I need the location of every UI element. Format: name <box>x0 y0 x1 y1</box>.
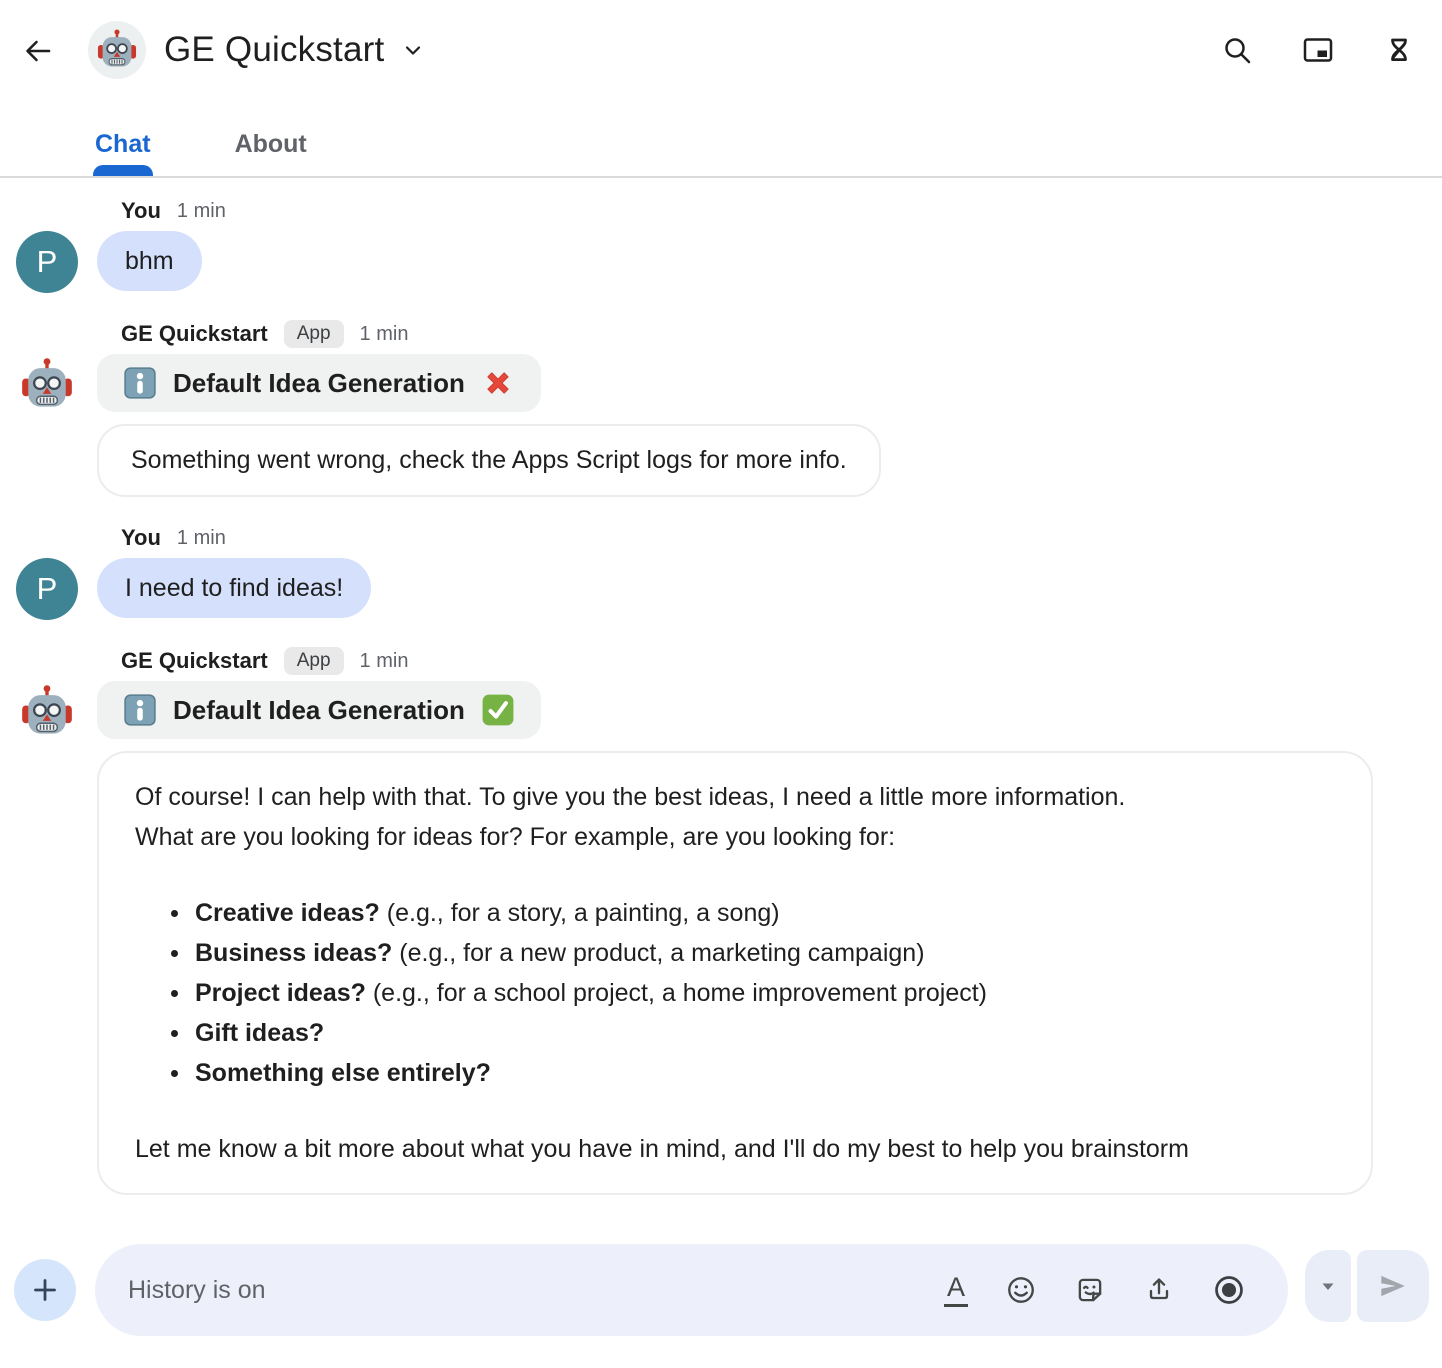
info-icon <box>123 693 157 727</box>
sender-name: GE Quickstart <box>121 648 268 673</box>
message-outro: Let me know a bit more about what you have in mind, and I'll do my best to help you brainstorm <box>135 1135 1189 1163</box>
workflow-card <box>97 354 541 412</box>
timestamp: 1 min <box>359 322 409 345</box>
upload-button[interactable] <box>1143 1274 1175 1306</box>
history-toggle-button[interactable] <box>1384 35 1414 65</box>
bot-avatar <box>88 21 146 79</box>
message-content <box>97 681 1373 1195</box>
timestamp: 1 min <box>176 199 226 222</box>
emoji-button[interactable] <box>1005 1274 1037 1306</box>
history-hourglass-icon <box>1384 35 1414 65</box>
chevron-down-icon <box>1316 1274 1340 1298</box>
message-header <box>121 523 1442 553</box>
message-row <box>0 681 1442 1195</box>
back-arrow-icon <box>22 35 54 67</box>
bullet-bold: Business ideas? <box>195 939 393 967</box>
tab-bar <box>95 130 307 177</box>
message-group-user-2 <box>0 523 1442 620</box>
bot-message-avatar[interactable] <box>16 681 78 743</box>
sticker-button[interactable] <box>1074 1274 1106 1306</box>
picture-in-picture-icon <box>1302 35 1334 65</box>
list-item <box>135 933 1335 973</box>
list-item <box>135 893 1335 933</box>
open-in-pip-button[interactable] <box>1302 35 1334 65</box>
user-avatar[interactable]: P <box>16 231 78 293</box>
send-icon <box>1376 1269 1410 1303</box>
robot-icon <box>94 27 140 73</box>
intro-line-2: What are you looking for ideas for? For example, are you looking for: <box>135 823 896 851</box>
timestamp: 1 min <box>176 526 226 549</box>
app-badge: App <box>284 647 344 675</box>
message-content <box>97 558 371 618</box>
workflow-card-title: Default Idea Generation <box>173 694 465 725</box>
message-header <box>121 319 1442 349</box>
bullet-rest: (e.g., for a story, a painting, a song) <box>379 899 780 927</box>
sender-name: You <box>121 198 161 223</box>
message-group-user-1 <box>0 196 1442 293</box>
chevron-down-icon <box>402 39 424 61</box>
app-badge: App <box>284 320 344 348</box>
bot-message-bubble: Something went wrong, check the Apps Script logs for more info. <box>97 424 881 497</box>
top-bar <box>0 0 1442 100</box>
message-intro <box>135 777 1335 857</box>
user-message-bubble: bhm <box>97 231 202 291</box>
message-row <box>0 231 1442 293</box>
format-text-icon: A <box>944 1274 968 1307</box>
message-input[interactable] <box>95 1244 1288 1336</box>
tab-chat[interactable]: Chat <box>95 130 151 177</box>
bullet-rest: (e.g., for a school project, a home improvement project) <box>365 979 988 1007</box>
topbar-actions <box>1222 0 1414 100</box>
workflow-card <box>97 681 541 739</box>
plus-icon <box>30 1275 60 1305</box>
sticker-icon <box>1074 1274 1106 1306</box>
upload-icon <box>1143 1274 1175 1306</box>
conversation-title-menu[interactable] <box>88 0 424 100</box>
timestamp: 1 min <box>359 649 409 672</box>
bullet-bold: Something else entirely? <box>195 1059 491 1087</box>
message-content <box>97 231 202 291</box>
tab-divider <box>0 176 1442 178</box>
back-button[interactable] <box>20 33 56 69</box>
emoji-icon <box>1005 1274 1037 1306</box>
send-button[interactable] <box>1357 1250 1429 1322</box>
bullet-bold: Gift ideas? <box>195 1019 325 1047</box>
message-row <box>0 354 1442 497</box>
message-row <box>0 558 1442 620</box>
sender-name: GE Quickstart <box>121 321 268 346</box>
bullet-bold: Creative ideas? <box>195 899 380 927</box>
sender-name: You <box>121 525 161 550</box>
user-message-bubble: I need to find ideas! <box>97 558 371 618</box>
message-list <box>0 196 1442 1221</box>
tab-about[interactable]: About <box>235 130 307 177</box>
bullet-bold: Project ideas? <box>195 979 366 1007</box>
record-button[interactable] <box>1212 1273 1246 1307</box>
info-icon <box>123 366 157 400</box>
input-placeholder: History is on <box>128 1275 266 1304</box>
composer-toolbar <box>944 1273 1246 1307</box>
search-button[interactable] <box>1222 35 1252 65</box>
message-header <box>121 646 1442 676</box>
format-text-button[interactable] <box>944 1271 968 1307</box>
intro-line-1: Of course! I can help with that. To give you the best ideas, I need a little more information. <box>135 783 1126 811</box>
workflow-card-title: Default Idea Generation <box>173 367 465 398</box>
message-group-bot-2 <box>0 646 1442 1195</box>
list-item <box>135 1053 1335 1093</box>
message-content <box>97 354 881 497</box>
bot-message-bubble <box>97 751 1373 1195</box>
list-item <box>135 973 1335 1013</box>
page-title: GE Quickstart <box>164 30 385 69</box>
bot-message-avatar[interactable] <box>16 354 78 416</box>
robot-icon <box>17 682 77 742</box>
idea-category-list <box>135 893 1335 1093</box>
search-icon <box>1222 35 1252 65</box>
list-item <box>135 1013 1335 1053</box>
message-header <box>121 196 1442 226</box>
send-options-button[interactable] <box>1305 1250 1351 1322</box>
user-avatar[interactable]: P <box>16 558 78 620</box>
robot-icon <box>17 355 77 415</box>
success-check-icon <box>481 693 515 727</box>
record-icon <box>1212 1273 1246 1307</box>
message-group-bot-1 <box>0 319 1442 497</box>
bullet-rest: (e.g., for a new product, a marketing campaign) <box>392 939 925 967</box>
add-button[interactable] <box>14 1259 76 1321</box>
error-cross-icon <box>481 366 515 400</box>
message-composer <box>0 1228 1442 1368</box>
